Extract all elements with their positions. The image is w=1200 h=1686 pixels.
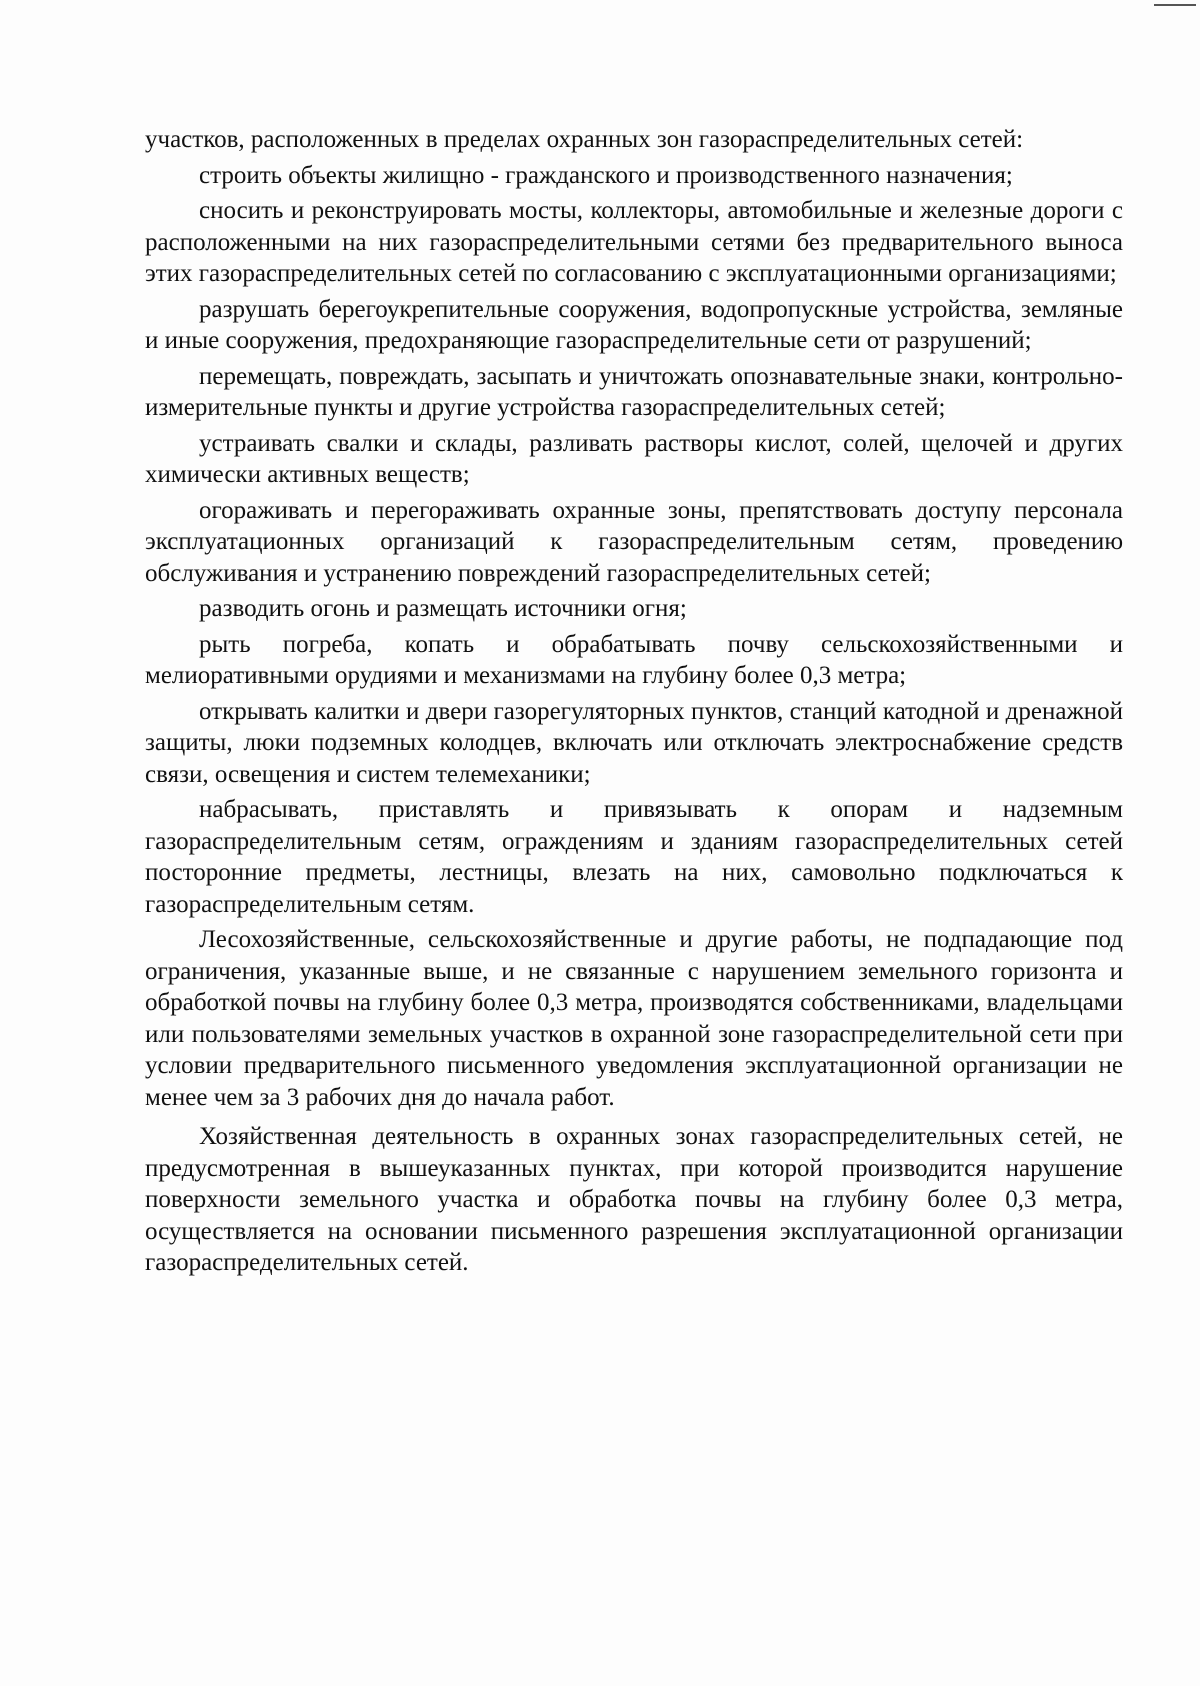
scan-corner-mark bbox=[1154, 4, 1196, 6]
paragraph-7: огораживать и перегораживать охранные зоны, препятствовать доступу персонала эксплуатационных организаций к газораспределительным сетям, проведению обслуживания и устранению повреждений газораспределительных сетей; bbox=[145, 496, 1123, 587]
paragraph-10: открывать калитки и двери газорегуляторных пунктов, станций катодной и дренажной защиты, люки подземных колодцев, включать или отключать электроснабжение средств связи, освещения и систем телемеханики; bbox=[145, 697, 1123, 788]
paragraph-3: сносить и реконструировать мосты, коллекторы, автомобильные и железные дороги с расположенными на них газораспределительными сетями без предварительного выноса этих газораспределительных сетей по согласованию с эксплуатационными организациями; bbox=[145, 197, 1123, 287]
paragraph-1: участков, расположенных в пределах охранных зон газораспределительных сетей: bbox=[145, 126, 1024, 153]
paragraph-2: строить объекты жилищно - гражданского и производственного назначения; bbox=[199, 161, 1013, 189]
paragraph-11: набрасывать, приставлять и привязывать к опорам и надземным газораспределительным сетям, ограждениям и зданиям газораспределительных сетей посторонние предметы, лестницы, влезать на них, самовольно подключаться к газораспределительным сетям. bbox=[145, 796, 1123, 918]
paragraph-13: Хозяйственная деятельность в охранных зонах газораспределительных сетей, не предусмотренная в вышеуказанных пунктах, при которой производится нарушение поверхности земельного участка и обработка почвы на глубину более 0,3 метра, осуществляется на основании письменного разрешения эксплуатационной организации газораспределительных сетей. bbox=[145, 1123, 1123, 1276]
paragraph-9: рыть погреба, копать и обрабатывать почву сельскохозяйственными и мелиоративными орудиями и механизмами на глубину более 0,3 метра; bbox=[145, 630, 1123, 689]
document-body bbox=[145, 124, 1123, 1279]
paragraph-4: разрушать берегоукрепительные сооружения, водопропускные устройства, земляные и иные сооружения, предохраняющие газораспределительные сети от разрушений; bbox=[145, 295, 1123, 354]
paragraph-12: Лесохозяйственные, сельскохозяйственные и другие работы, не подпадающие под ограничения, указанные выше, и не связанные с нарушением земельного горизонта и обработкой почвы на глубину более 0,3 метра, производятся собственниками, владельцами или пользователями земельных участков в охранной зоне газораспределительной сети при условии предварительного письменного уведомления эксплуатационной организации не менее чем за 3 рабочих дня до начала работ. bbox=[145, 926, 1123, 1111]
paragraph-6: устраивать свалки и склады, разливать растворы кислот, солей, щелочей и других химически активных веществ; bbox=[145, 429, 1123, 488]
paragraph-8: разводить огонь и размещать источники огня; bbox=[199, 595, 687, 622]
paragraph-5: перемещать, повреждать, засыпать и уничтожать опознавательные знаки, контрольно-измерительные пункты и другие устройства газораспределительных сетей; bbox=[145, 362, 1123, 421]
